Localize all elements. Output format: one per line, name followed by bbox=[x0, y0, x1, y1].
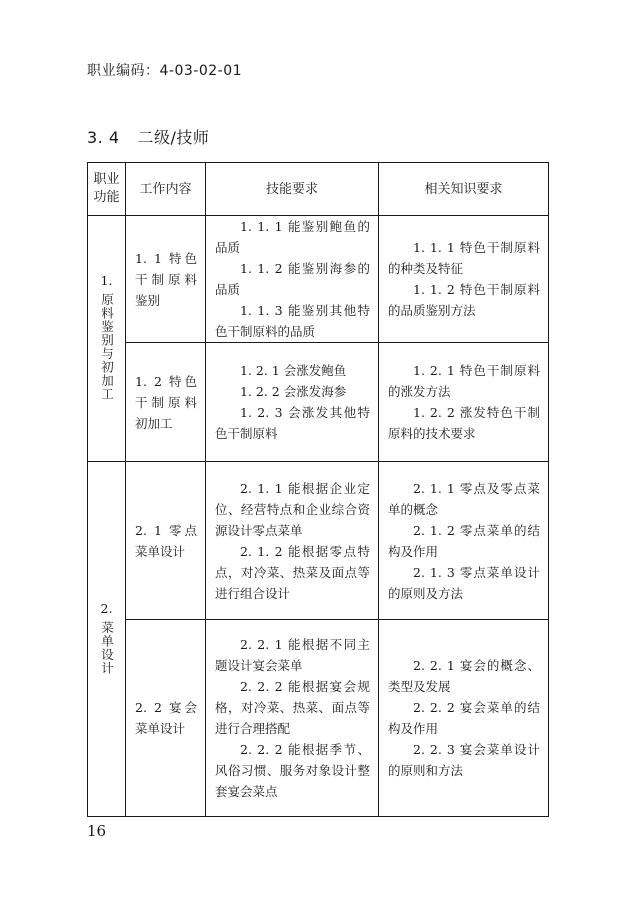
header-skill-requirements: 技能要求 bbox=[206, 163, 379, 216]
skill-item: 1. 1. 1 能鉴别鲍鱼的品质 bbox=[215, 219, 370, 255]
knowledge-item: 2. 1. 2 零点菜单的结构及作用 bbox=[388, 522, 540, 559]
function-name: 菜单设计 bbox=[99, 620, 115, 675]
knowledge-cell bbox=[379, 216, 549, 343]
skill-cell bbox=[206, 216, 379, 343]
skill-item: 2. 2. 1 能根据不同主题设计宴会菜单 bbox=[215, 637, 370, 673]
knowledge-item: 2. 1. 3 零点菜单设计的原则及方法 bbox=[388, 564, 540, 601]
function-cell-2 bbox=[88, 462, 126, 817]
knowledge-item: 2. 2. 3 宴会菜单设计的原则和方法 bbox=[388, 742, 540, 778]
table-row bbox=[88, 620, 549, 817]
knowledge-cell bbox=[379, 462, 549, 620]
header-work-content: 工作内容 bbox=[126, 163, 206, 216]
skill-cell bbox=[206, 620, 379, 817]
knowledge-item: 1. 2. 2 涨发特色干制原料的技术要求 bbox=[388, 405, 540, 441]
skill-item: 1. 1. 2 能鉴别海参的品质 bbox=[215, 261, 370, 297]
header-knowledge-requirements: 相关知识要求 bbox=[379, 163, 549, 216]
knowledge-item: 2. 1. 1 零点及零点菜单的概念 bbox=[388, 480, 540, 517]
function-name: 原料鉴别与初加工 bbox=[99, 293, 115, 401]
skill-item: 2. 2. 2 能根据季节、风俗习惯、服务对象设计整套宴会菜点 bbox=[215, 742, 370, 799]
function-number: 2. bbox=[100, 600, 113, 616]
skill-item: 2. 2. 2 能根据宴会规格，对冷菜、热菜、面点等进行合理搭配 bbox=[215, 679, 370, 736]
knowledge-cell bbox=[379, 620, 549, 817]
skill-item: 1. 2. 3 会涨发其他特色干制原料 bbox=[215, 405, 370, 441]
work-content-cell: 2. 1 零点菜单设计 bbox=[126, 462, 206, 620]
knowledge-item: 1. 1. 1 特色干制原料的种类及特征 bbox=[388, 240, 540, 276]
skill-item: 1. 2. 2 会涨发海参 bbox=[240, 384, 347, 399]
knowledge-item: 2. 2. 1 宴会的概念、类型及发展 bbox=[388, 658, 540, 694]
header-function bbox=[88, 163, 126, 216]
work-content-cell: 2. 2 宴会菜单设计 bbox=[126, 620, 206, 817]
table-row bbox=[88, 343, 549, 462]
skills-table bbox=[87, 162, 549, 817]
work-content-cell: 1. 1 特色干制原料鉴别 bbox=[126, 216, 206, 343]
skill-item: 1. 1. 3 能鉴别其他特色干制原料的品质 bbox=[215, 303, 370, 339]
occupation-code: 职业编码：4-03-02-01 bbox=[87, 63, 243, 79]
header-function-label: 职业功能 bbox=[93, 171, 120, 205]
section-heading bbox=[87, 125, 209, 148]
page-number: 16 bbox=[87, 822, 107, 840]
section-title: 二级/技师 bbox=[137, 128, 210, 147]
skill-item: 2. 1. 1 能根据企业定位、经营特点和企业综合资源设计零点菜单 bbox=[215, 480, 370, 538]
section-number: 3. 4 bbox=[87, 128, 120, 147]
skill-cell bbox=[206, 343, 379, 462]
knowledge-item: 1. 2. 1 特色干制原料的涨发方法 bbox=[388, 363, 540, 399]
knowledge-item: 2. 2. 2 宴会菜单的结构及作用 bbox=[388, 700, 540, 736]
knowledge-item: 1. 1. 2 特色干制原料的品质鉴别方法 bbox=[388, 282, 540, 318]
knowledge-cell bbox=[379, 343, 549, 462]
table-row bbox=[88, 462, 549, 620]
table-header-row bbox=[88, 163, 549, 216]
skill-item: 2. 1. 2 能根据零点特点，对冷菜、热菜及面点等进行组合设计 bbox=[215, 543, 370, 601]
table-row bbox=[88, 216, 549, 343]
function-cell-1 bbox=[88, 216, 126, 462]
skill-cell bbox=[206, 462, 379, 620]
skill-item: 1. 2. 1 会涨发鲍鱼 bbox=[240, 363, 347, 378]
work-content-cell: 1. 2 特色干制原料初加工 bbox=[126, 343, 206, 462]
function-number: 1. bbox=[100, 273, 113, 288]
